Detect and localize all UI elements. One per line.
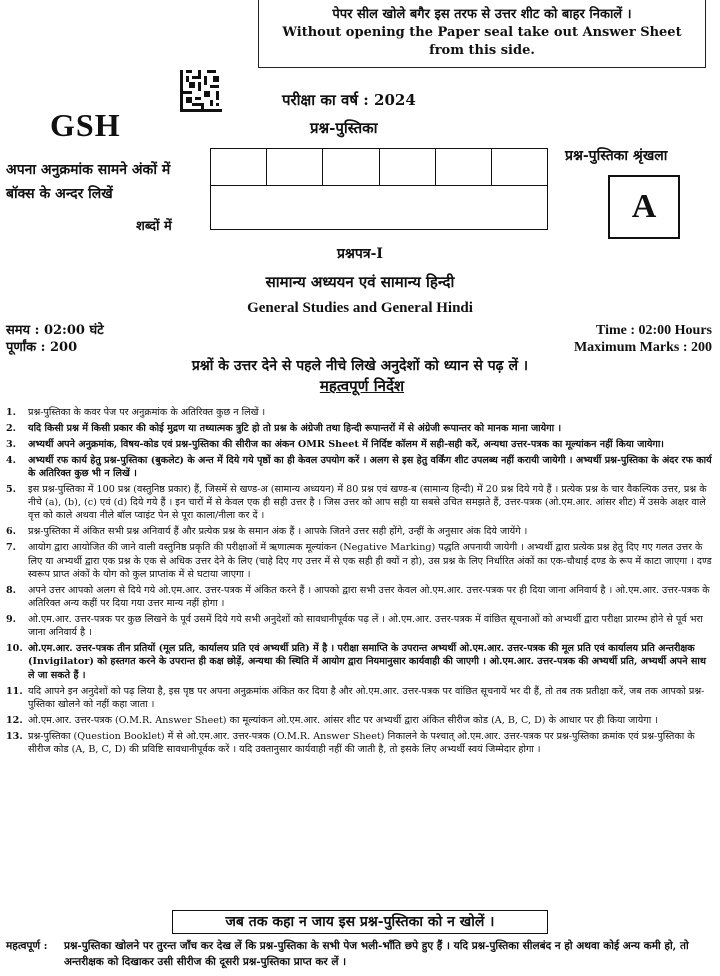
instruction-number: 11. xyxy=(6,685,23,697)
important-note xyxy=(6,938,714,970)
instruction-item xyxy=(6,584,714,611)
do-not-open-notice: जब तक कहा न जाय इस प्रश्न-पुस्तिका को न खोलें । xyxy=(172,910,548,934)
roll-number-label xyxy=(6,158,170,206)
roll-digit-box[interactable] xyxy=(211,149,267,185)
instruction-number: 13. xyxy=(6,730,23,742)
instruction-item xyxy=(6,685,714,712)
roll-digit-box[interactable] xyxy=(267,149,323,185)
instruction-number: 3. xyxy=(6,438,17,450)
instruction-item xyxy=(6,438,714,451)
instruction-text: यदि आपने इन अनुदेशों को पढ़ लिया है, इस पृष्ठ पर अपना अनुक्रमांक अंकित कर दिया है और ओ.एम.आर. उत्तर-पत्रक पर वांछित सूचनायें भर दी हैं, तो तब तक प्रतीक्षा करें, जब तक आपको प्रश्न-पुस्तिका खोलने को नहीं कहा जाता । xyxy=(28,685,705,710)
roll-digit-box[interactable] xyxy=(323,149,379,185)
roll-digit-box[interactable] xyxy=(492,149,547,185)
instructions-heading: महत्वपूर्ण निर्देश xyxy=(319,377,405,395)
marks-english: Maximum Marks : 200 xyxy=(573,340,712,355)
important-label: महत्वपूर्ण : xyxy=(6,940,48,952)
instruction-item xyxy=(6,525,714,538)
pre-instruction: प्रश्नों के उत्तर देने से पहले नीचे लिखे अनुदेशों को ध्यान से पढ़ लें । xyxy=(191,358,529,374)
important-text: प्रश्न-पुस्तिका खोलने पर तुरन्त जाँच कर देख लें कि प्रश्न-पुस्तिका के सभी पेज भली-भाँति छपे हुए हैं । यदि प्रश्न-पुस्तिका सीलबंद न हो अथवा कोई अन्य कमी हो, तो अन्तरीक्षक को दिखाकर उसी सीरीज की दूसरी प्रश्न-पुस्तिका प्राप्त कर लें । xyxy=(64,940,689,968)
marks-hindi: पूर्णांक : 200 xyxy=(6,340,78,355)
instruction-text: प्रश्न-पुस्तिका (Question Booklet) में से ओ.एम.आर. उत्तर-पत्रक (O.M.R. Answer Sheet) निकालने के पश्चात् ओ.एम.आर. उत्तर-पत्रक पर प्रश्न-पुस्तिका क्रमांक एवं प्रश्न-पुस्तिका के सीरीज कोड (A, B, C, D) की प्रविष्टि सावधानीपूर्वक करें । यदि उक्तानुसार कार्यवाही नहीं की जाती है, तो इसके लिए अभ्यर्थी स्वयं जिम्मेदार होगा । xyxy=(28,730,695,755)
time-marks-english xyxy=(574,322,712,356)
instruction-number: 6. xyxy=(6,526,17,538)
instructions-list xyxy=(6,406,714,759)
instruction-item xyxy=(6,730,714,757)
roll-number-label-line2: बॉक्स के अन्दर लिखें xyxy=(6,186,113,202)
instruction-text: आयोग द्वारा आयोजित की जाने वाली वस्तुनिष्ठ प्रकृति की परीक्षाओं में ऋणात्मक मूल्यांकन (Negative Marking) पद्धति अपनायी जायेगी । अभ्यर्थी द्वारा प्रत्येक प्रश्न हेतु दिए गए गलत उत्तर के लिए या अभ्यर्थी द्वारा एक प्रश्न के एक से अधिक उत्तर देने के लिए (चाहे दिए गए उत्तर में से एक सही ही क्यों न हो), उस प्रश्न के लिए निर्धारित अंकों का एक-चौथाई दण्ड के रूप में काटा जाएगा । दण्ड स्वरूप प्राप्त अंकों के योग को कुल प्राप्तांक में से घटाया जाएगा । xyxy=(28,542,712,580)
instruction-text: ओ.एम.आर. उत्तर-पत्रक (O.M.R. Answer Sheet) का मूल्यांकन ओ.एम.आर. आंसर शीट पर अभ्यर्थी द्वारा अंकित सीरीज कोड (A, B, C, D) के आधार पर ही किया जायेगा । xyxy=(28,714,658,726)
instruction-item xyxy=(6,642,714,682)
series-label: प्रश्न-पुस्तिका श्रृंखला xyxy=(565,148,668,164)
paper-code: GSH xyxy=(50,107,121,143)
instruction-item xyxy=(6,406,714,419)
instruction-number: 12. xyxy=(6,714,23,726)
instruction-item xyxy=(6,422,714,435)
instruction-number: 9. xyxy=(6,613,17,625)
seal-notice-hindi: पेपर सील खोले बगैर इस तरफ से उत्तर शीट को बाहर निकालें । xyxy=(332,7,632,22)
roll-words-label: शब्दों में xyxy=(136,219,172,234)
seal-notice-english-1: Without opening the Paper seal take out Answer Sheet xyxy=(282,25,682,40)
instruction-text: इस प्रश्न-पुस्तिका में 100 प्रश्न (वस्तुनिष्ठ प्रकार) हैं, जिसमें से खण्ड-अ (सामान्य अध्ययन) में 80 प्रश्न एवं खण्ड-ब (सामान्य हिन्दी) में 20 प्रश्न दिये गये हैं । प्रत्येक प्रश्न के चार वैकल्पिक उत्तर, प्रश्न के नीचे (a), (b), (c) एवं (d) दिये गये हैं । इन चारों में से केवल एक ही सही उत्तर है । जिस उत्तर को आप सही या सबसे उचित समझते हैं, उत्तर-पत्रक (ओ.एम.आर. आंसर शीट) में उसके अक्षर वाले वृत्त को काले अथवा नीले बॉल प्वाइंट पेन से पूरा काला/नीला कर दें । xyxy=(28,483,707,522)
instruction-text: अपने उत्तर आपको अलग से दिये गये ओ.एम.आर. उत्तर-पत्रक में अंकित करने हैं । आपको द्वारा सभी उत्तर केवल ओ.एम.आर. उत्तर-पत्रक पर ही दिया जाना अनिवार्य है । ओ.एम.आर. उत्तर-पत्रक के अतिरिक्त अन्य कहीं पर दिया गया उत्तर मान्य नहीं होगा । xyxy=(28,584,710,610)
instruction-text: प्रश्न-पुस्तिका के कवर पेज पर अनुक्रमांक के अतिरिक्त कुछ न लिखें । xyxy=(28,407,266,418)
instruction-number: 10. xyxy=(6,643,23,655)
series-box: A xyxy=(608,175,680,239)
instruction-text: ओ.एम.आर. उत्तर-पत्रक तीन प्रतियों (मूल प्रति, कार्यालय प्रति एवं अभ्यर्थी प्रति) में है । परीक्षा समाप्ति के उपरान्त अभ्यर्थी ओ.एम.आर. उत्तर-पत्रक की मूल प्रति एवं कार्यालय प्रति अन्तरीक्षक (Invigilator) को हस्तगत करने के उपरान्त ही कक्ष छोड़ें, अन्यथा की स्थिति में आयोग द्वारा नियमानुसार कार्यवाही की जाएगी । ओ.एम.आर. उत्तर-पत्रक की अभ्यर्थी प्रति, अभ्यर्थी अपने साथ ले जा सकते हैं । xyxy=(28,643,707,681)
qr-code xyxy=(180,70,222,112)
time-marks-hindi xyxy=(6,322,104,356)
instruction-item xyxy=(6,714,714,727)
instruction-text: अभ्यर्थी रफ कार्य हेतु प्रश्न-पुस्तिका (बुकलेट) के अन्त में दिये गये पृष्ठों का ही केवल उपयोग करें । अलग से इस हेतु वर्किंग शीट उपलब्ध नहीं करायी जायेगी । अभ्यर्थी प्रश्न-पुस्तिका के अंदर रफ कार्य के अतिरिक्त कुछ भी न लिखें । xyxy=(28,454,712,479)
instruction-number: 2. xyxy=(6,422,17,434)
paper-title-english: General Studies and General Hindi xyxy=(247,300,473,316)
instruction-item xyxy=(6,483,714,523)
instruction-number: 8. xyxy=(6,584,17,596)
instruction-item xyxy=(6,541,714,581)
instruction-item xyxy=(6,454,714,481)
booklet-label: प्रश्न-पुस्तिका xyxy=(310,119,378,137)
instruction-number: 5. xyxy=(6,483,17,495)
seal-notice-english-2: from this side. xyxy=(429,43,535,58)
paper-number: प्रश्नपत्र-I xyxy=(337,246,383,262)
instruction-item xyxy=(6,613,714,640)
seal-notice-box xyxy=(258,0,706,68)
time-english: Time : 02:00 Hours xyxy=(595,323,712,338)
paper-title-hindi: सामान्य अध्ययन एवं सामान्य हिन्दी xyxy=(265,273,455,291)
roll-digit-box[interactable] xyxy=(436,149,492,185)
instruction-number: 4. xyxy=(6,454,17,466)
roll-digit-box[interactable] xyxy=(380,149,436,185)
instruction-text: प्रश्न-पुस्तिका में अंकित सभी प्रश्न अनिवार्य हैं और प्रत्येक प्रश्न के समान अंक हैं । आपके जितने उत्तर सही होंगे, उन्हीं के अनुसार अंक दिये जायेंगे । xyxy=(28,526,528,538)
instruction-number: 7. xyxy=(6,542,17,554)
time-hindi: समय : 02:00 घंटे xyxy=(6,323,104,338)
roll-number-digit-boxes[interactable] xyxy=(210,148,548,186)
roll-number-label-line1: अपना अनुक्रमांक सामने अंकों में xyxy=(6,162,171,178)
roll-number-words-box[interactable] xyxy=(210,186,548,230)
instruction-text: ओ.एम.आर. उत्तर-पत्रक पर कुछ लिखने के पूर्व उसमें दिये गये सभी अनुदेशों को सावधानीपूर्वक पढ़ लें । ओ.एम.आर. उत्तर-पत्रक में वांछित सूचनाओं को अभ्यर्थी द्वारा परीक्षा प्रारम्भ होने से पूर्व भरा जाना अनिवार्य है । xyxy=(28,613,703,639)
instruction-text: यदि किसी प्रश्न में किसी प्रकार की कोई मुद्रण या तथ्यात्मक त्रुटि हो तो प्रश्न के अंग्रेजी तथा हिन्दी रूपान्तरों में से अंग्रेजी रूपान्तर को मानक माना जायेगा । xyxy=(28,422,562,434)
instruction-number: 1. xyxy=(6,407,17,418)
instruction-text: अभ्यर्थी अपने अनुक्रमांक, विषय-कोड एवं प्रश्न-पुस्तिका की सीरीज का अंकन OMR Sheet में निर्दिष्ट कॉलम में सही-सही करें, अन्यथा उत्तर-पत्रक का मूल्यांकन नहीं किया जायेगा। xyxy=(28,438,664,450)
exam-year: परीक्षा का वर्ष : 2024 xyxy=(282,91,416,109)
